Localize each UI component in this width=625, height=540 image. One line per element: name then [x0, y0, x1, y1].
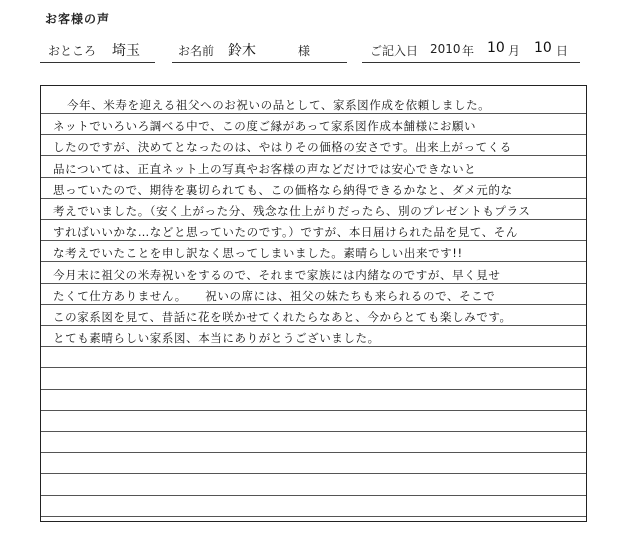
text-line: 品については、正直ネット上の写真やお客様の声などだけでは安心できないと	[53, 161, 477, 176]
ruled-line	[41, 410, 586, 411]
ruled-line	[41, 283, 586, 284]
ruled-line	[41, 346, 586, 347]
ruled-line	[41, 113, 586, 114]
text-line: 考えでいました。（安く上がった分、残念な仕上がりだったら、別のプレゼントもプラス	[53, 204, 531, 218]
ruled-line	[41, 367, 586, 368]
year-unit: 年	[462, 44, 475, 58]
ruled-line	[41, 304, 586, 305]
ruled-line	[41, 240, 586, 241]
ruled-line	[41, 155, 586, 156]
text-line: たくて仕方ありません。 祝いの席には、祖父の妹たちも来られるので、そこで	[53, 288, 496, 303]
date-year: 2010	[430, 42, 461, 56]
name-label: お名前	[178, 44, 215, 58]
ruled-line	[41, 389, 586, 390]
ruled-line	[41, 452, 586, 453]
text-line: ネットでいろいろ調べる中で、この度ご縁があって家系図作成本舗様にお願い	[53, 119, 477, 134]
text-line: すればいいかな…などと思っていたのです。）ですが、本日届けられた品を見て、そん	[53, 225, 518, 240]
ruled-line	[41, 431, 586, 432]
date-underline	[362, 62, 580, 63]
ruled-line	[41, 516, 586, 517]
header-row	[40, 40, 580, 64]
ruled-line	[41, 261, 586, 262]
ruled-line	[41, 177, 586, 178]
ruled-line	[41, 219, 586, 220]
address-underline	[40, 62, 155, 63]
text-line: したのですが、決めてとなったのは、やはりその価格の安さです。出来上がってくる	[53, 140, 512, 155]
name-underline	[172, 62, 347, 63]
ruled-line	[41, 495, 586, 496]
ruled-line	[41, 473, 586, 474]
text-line: 今月末に祖父の米寿祝いをするので、それまで家族には内緒なのですが、早く見せ	[53, 267, 501, 282]
name-value: 鈴木	[228, 43, 256, 59]
comment-sheet	[40, 85, 587, 522]
date-label: ご記入日	[370, 44, 419, 58]
ruled-line	[41, 198, 586, 199]
address-label: おところ	[48, 44, 97, 58]
honorific: 様	[298, 44, 311, 58]
address-value: 埼玉	[112, 43, 140, 59]
text-line: な考えでいたことを申し訳なく思ってしまいました。素晴らしい出来です!!	[53, 246, 463, 261]
date-day: 10	[534, 40, 552, 56]
text-line: とても素晴らしい家系図、本当にありがとうございました。	[53, 331, 380, 346]
text-line: この家系図を見て、昔話に花を咲かせてくれたらなあと、今からとても楽しみです。	[53, 310, 512, 324]
ruled-line	[41, 325, 586, 326]
ruled-line	[41, 134, 586, 135]
month-unit: 月	[508, 44, 521, 58]
text-line: 今年、米寿を迎える祖父へのお祝いの品として、家系図作成を依頼しました。	[67, 98, 491, 112]
day-unit: 日	[556, 44, 569, 58]
form-title: お客様の声	[45, 12, 111, 26]
date-month: 10	[487, 40, 505, 56]
text-line: 思っていたので、期待を裏切られても、この価格なら納得できるかなと、ダメ元的な	[53, 182, 513, 197]
